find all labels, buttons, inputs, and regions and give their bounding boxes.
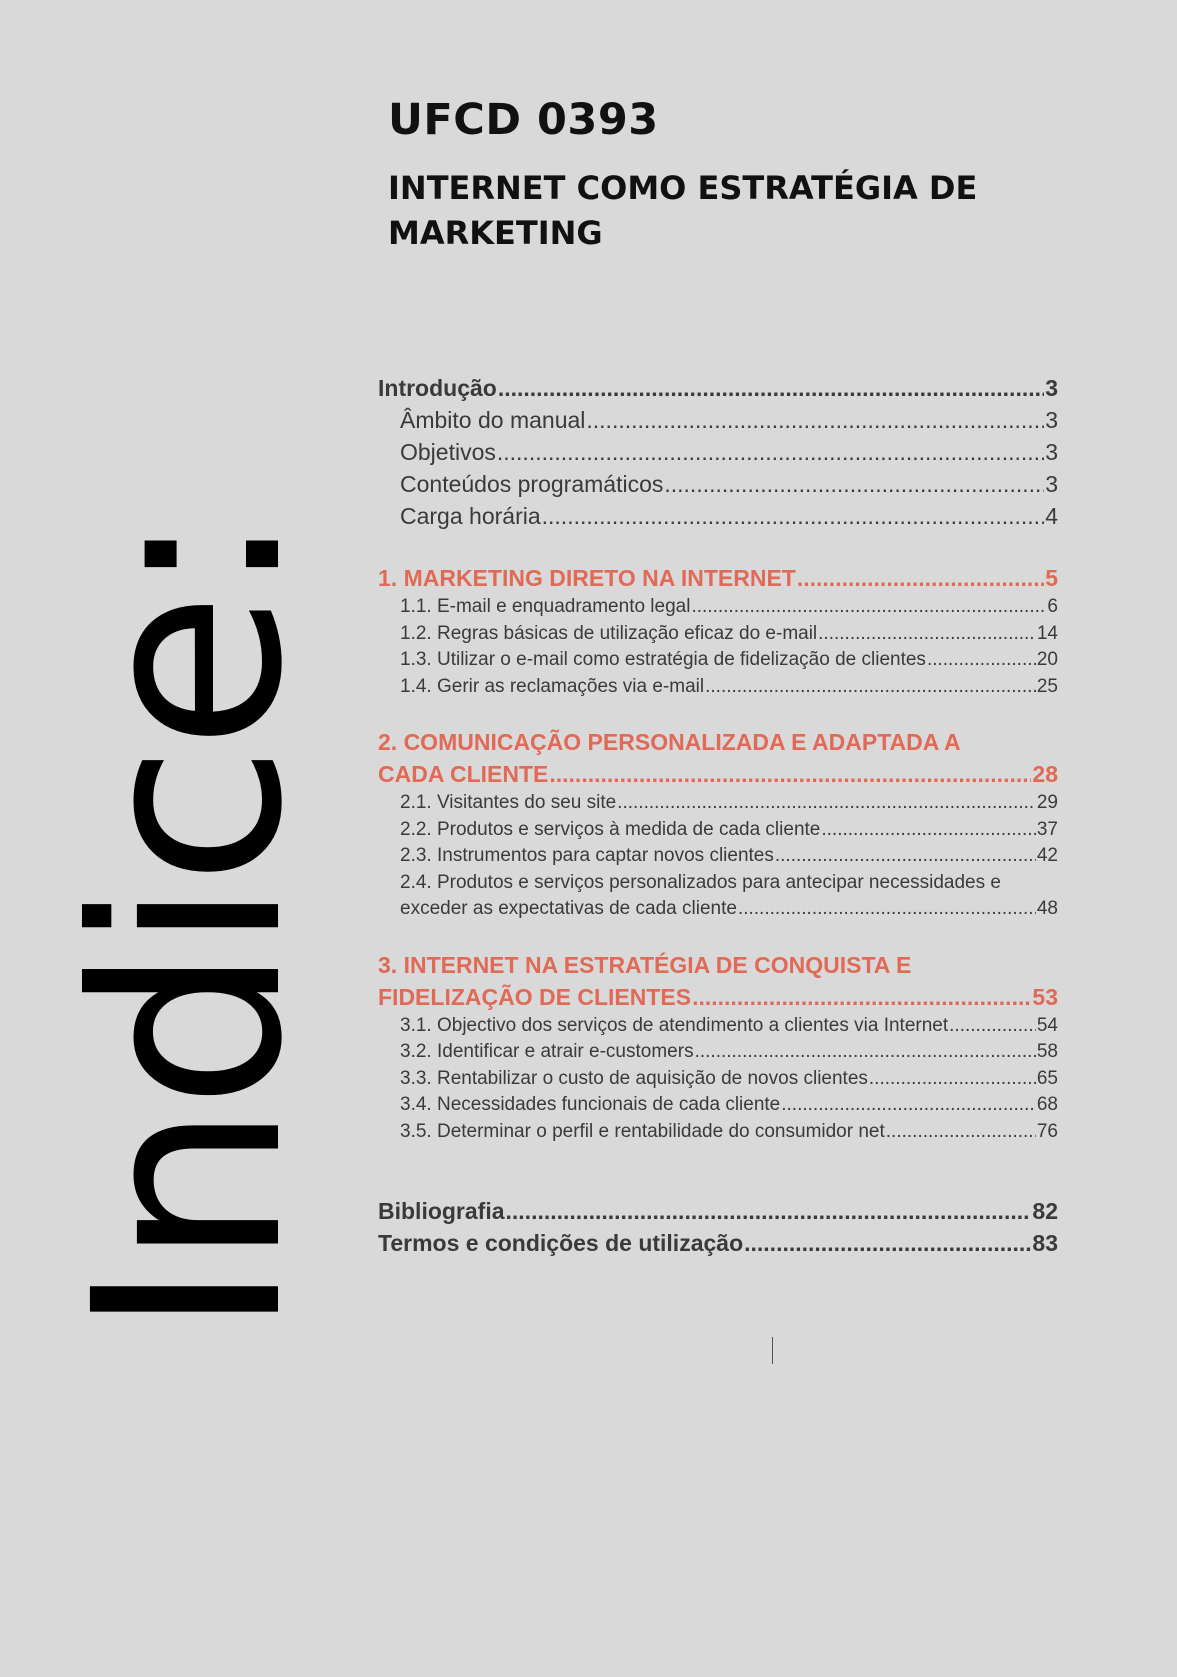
toc-entry-label: 2.2. Produtos e serviços à medida de cada cliente	[400, 818, 821, 840]
toc-leader-dots	[744, 1227, 1031, 1259]
toc-leader-dots	[869, 1066, 1036, 1093]
toc-entry-page: 3	[1045, 471, 1058, 497]
toc-entry-page: 3	[1045, 407, 1058, 433]
toc-leader-dots	[818, 621, 1036, 648]
toc-entry-label: 2.1. Visitantes do seu site	[400, 792, 617, 813]
toc-entry-1-2[interactable]	[378, 621, 1058, 648]
toc-entry-page: 29	[1036, 792, 1058, 813]
toc-entry-page: 25	[1036, 675, 1058, 697]
toc-entry-label: Âmbito do manual	[400, 407, 586, 433]
toc-chapter-3-heading-line2[interactable]	[378, 981, 1058, 1013]
toc-entry-page: 4	[1045, 503, 1058, 529]
toc-leader-dots	[705, 674, 1036, 701]
toc-entry-2-1[interactable]	[378, 790, 1058, 817]
toc-entry-page: 76	[1036, 1120, 1058, 1142]
course-code: UFCD 0393	[388, 95, 659, 145]
toc-entry-page: 37	[1036, 818, 1058, 840]
toc-chapter-label: FIDELIZAÇÃO DE CLIENTES	[378, 983, 692, 1010]
toc-chapter-2	[378, 726, 1058, 923]
toc-entry-page: 6	[1047, 596, 1058, 617]
toc-entry-page: 54	[1036, 1014, 1058, 1036]
toc-entry-page: 20	[1036, 649, 1058, 670]
toc-leader-dots	[738, 896, 1036, 923]
toc-leader-dots	[664, 468, 1044, 500]
toc-entry-page: 3	[1045, 375, 1058, 401]
toc-entry-intro[interactable]	[378, 372, 1058, 404]
toc-entry-label: Conteúdos programáticos	[400, 471, 664, 497]
toc-leader-dots	[542, 500, 1045, 532]
toc-entry-2-4-line1[interactable]: 2.4. Produtos e serviços personalizados para antecipar necessidades e	[400, 871, 1001, 893]
toc-chapter-3	[378, 949, 1058, 1146]
toc-entry-label: Termos e condições de utilização	[378, 1230, 744, 1256]
toc-leader-dots	[949, 1013, 1036, 1040]
toc-leader-dots	[886, 1119, 1036, 1146]
toc-entry-1-1[interactable]	[378, 594, 1058, 621]
toc-leader-dots	[695, 1039, 1036, 1066]
toc-entry-label: 1.2. Regras básicas de utilização eficaz do e-mail	[400, 622, 818, 644]
toc-leader-dots	[781, 1092, 1036, 1119]
toc-leader-dots	[692, 981, 1031, 1013]
toc-entry-2-2[interactable]	[378, 817, 1058, 844]
toc-entry-label: 3.4. Necessidades funcionais de cada cliente	[400, 1094, 781, 1115]
toc-entry-page: 48	[1036, 898, 1058, 919]
toc-entry-ambito[interactable]	[378, 404, 1058, 436]
toc-entry-label: Objetivos	[400, 439, 496, 465]
toc-entry-page: 42	[1036, 845, 1058, 866]
toc-entry-3-1[interactable]	[378, 1013, 1058, 1040]
toc-leader-dots	[586, 404, 1044, 436]
side-index-heading: Indice:	[39, 516, 339, 1337]
toc-entry-label: 1.1. E-mail e enquadramento legal	[400, 596, 691, 617]
text-cursor	[772, 1337, 773, 1364]
toc-entry-page: 65	[1036, 1067, 1058, 1089]
toc-intro-section	[378, 372, 1058, 532]
toc-entry-1-4[interactable]	[378, 674, 1058, 701]
toc-entry-label: Introdução	[378, 375, 497, 401]
toc-entry-3-5[interactable]	[378, 1119, 1058, 1146]
toc-entry-label: exceder as expectativas de cada cliente	[400, 898, 737, 919]
toc-entry-page: 58	[1036, 1041, 1058, 1062]
toc-entry-label: 1.3. Utilizar o e-mail como estratégia de fidelização de clientes	[400, 649, 926, 670]
toc-entry-label: Bibliografia	[378, 1198, 505, 1224]
toc-end-section	[378, 1195, 1058, 1259]
toc-entry-label: Carga horária	[400, 503, 541, 529]
toc-leader-dots	[691, 594, 1046, 621]
toc-chapter-1-heading[interactable]	[378, 562, 1058, 594]
toc-leader-dots	[927, 647, 1036, 674]
toc-entry-terms[interactable]	[378, 1227, 1058, 1259]
toc-chapter-label: 1. MARKETING DIRETO NA INTERNET	[378, 565, 796, 591]
toc-chapter-label: CADA CLIENTE	[378, 761, 549, 787]
table-of-contents	[378, 372, 1058, 1259]
toc-entry-page: 83	[1032, 1230, 1058, 1256]
toc-entry-page: 3	[1045, 439, 1058, 465]
toc-chapter-3-heading-line1[interactable]: 3. INTERNET NA ESTRATÉGIA DE CONQUISTA E	[378, 951, 912, 978]
toc-chapter-2-heading-line2[interactable]	[378, 758, 1058, 790]
toc-entry-bibliography[interactable]	[378, 1195, 1058, 1227]
toc-entry-conteudos[interactable]	[378, 468, 1058, 500]
toc-leader-dots	[821, 817, 1036, 844]
toc-leader-dots	[775, 843, 1036, 870]
toc-entry-label: 2.3. Instrumentos para captar novos clientes	[400, 845, 774, 866]
toc-entry-label: 3.5. Determinar o perfil e rentabilidade do consumidor net	[400, 1120, 885, 1142]
toc-entry-3-3[interactable]	[378, 1066, 1058, 1093]
toc-leader-dots	[797, 562, 1044, 594]
toc-leader-dots	[549, 758, 1031, 790]
course-title: INTERNET COMO ESTRATÉGIA DE MARKETING	[388, 169, 978, 252]
toc-chapter-2-heading-line1[interactable]: 2. COMUNICAÇÃO PERSONALIZADA E ADAPTADA A	[378, 729, 961, 755]
toc-chapter-page: 28	[1032, 761, 1058, 787]
toc-entry-2-4-line2[interactable]	[378, 896, 1058, 923]
document-header	[388, 92, 1088, 256]
toc-entry-label: 3.2. Identificar e atrair e-customers	[400, 1041, 694, 1062]
toc-entry-page: 14	[1036, 622, 1058, 644]
toc-entry-label: 1.4. Gerir as reclamações via e-mail	[400, 675, 705, 697]
toc-leader-dots	[497, 436, 1044, 468]
toc-chapter-1	[378, 562, 1058, 700]
toc-chapter-page: 53	[1032, 983, 1058, 1010]
toc-entry-page: 82	[1032, 1198, 1058, 1224]
toc-entry-label: 3.3. Rentabilizar o custo de aquisição de novos clientes	[400, 1067, 868, 1089]
toc-entry-page: 68	[1036, 1094, 1058, 1115]
toc-entry-objetivos[interactable]	[378, 436, 1058, 468]
toc-leader-dots	[617, 790, 1036, 817]
toc-entry-2-3[interactable]	[378, 843, 1058, 870]
toc-entry-carga[interactable]	[378, 500, 1058, 532]
toc-entry-3-2[interactable]	[378, 1039, 1058, 1066]
toc-entry-3-4[interactable]	[378, 1092, 1058, 1119]
toc-entry-1-3[interactable]	[378, 647, 1058, 674]
toc-leader-dots	[506, 1195, 1032, 1227]
toc-entry-label: 3.1. Objectivo dos serviços de atendimento a clientes via Internet	[400, 1014, 949, 1036]
toc-chapter-page: 5	[1045, 565, 1058, 591]
toc-leader-dots	[498, 372, 1044, 404]
